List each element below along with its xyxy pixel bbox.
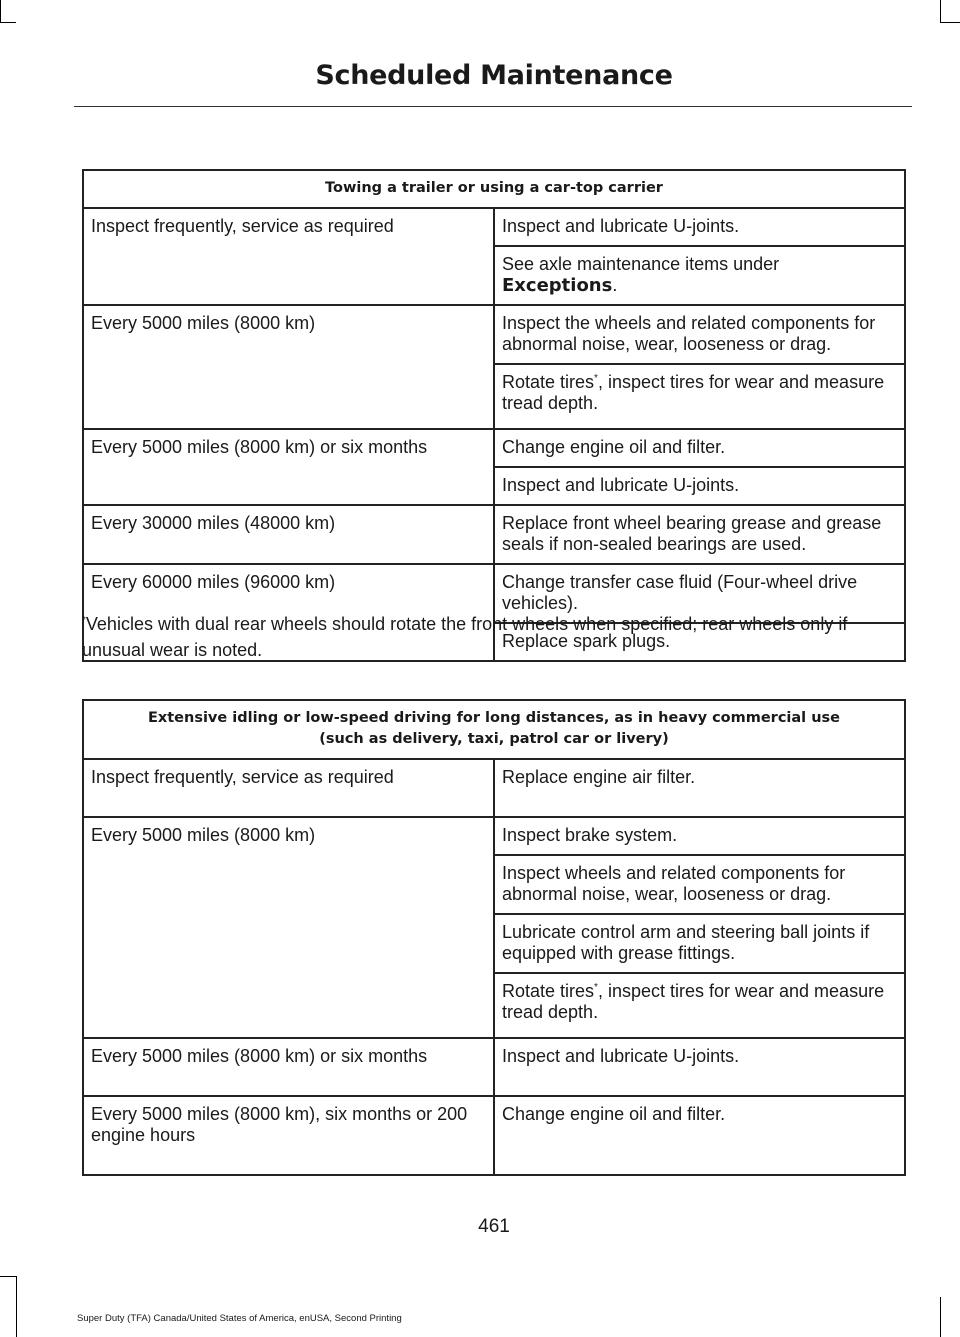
footnote-text: Vehicles with dual rear wheels should rotate the front wheels when specified; rear wheels only if unusual wear is noted. — [82, 614, 848, 660]
service-item: Replace engine air filter. — [494, 759, 905, 817]
service-item: Inspect wheels and related components for abnormal noise, wear, looseness or drag. — [494, 855, 905, 914]
exceptions-reference: Exceptions — [502, 275, 613, 296]
service-item: Change engine oil and filter. — [494, 1096, 905, 1175]
service-item: Inspect brake system. — [494, 817, 905, 855]
service-item: Inspect and lubricate U-joints. — [494, 1038, 905, 1096]
table-row — [83, 817, 905, 855]
service-item-text: See axle maintenance items under — [502, 254, 780, 274]
service-item: Replace spark plugs. — [494, 623, 905, 661]
footnote-marker: * — [594, 373, 598, 384]
interval-cell: Every 30000 miles (48000 km) — [83, 505, 494, 564]
table-heading-line: Extensive idling or low-speed driving for long distances, as in heavy commercial use — [147, 710, 840, 726]
crop-mark — [940, 0, 941, 22]
crop-mark — [940, 22, 960, 23]
interval-cell: Every 60000 miles (96000 km) — [83, 564, 494, 661]
crop-mark — [0, 22, 16, 23]
page-number: 461 — [478, 1216, 510, 1237]
service-item — [494, 364, 905, 429]
title-divider — [74, 106, 912, 107]
page-footer: Super Duty (TFA) Canada/United States of America, enUSA, Second Printing — [77, 1313, 402, 1324]
service-item: Change transfer case fluid (Four-wheel drive vehicles). — [494, 564, 905, 623]
table-row — [83, 1038, 905, 1096]
footnote-marker: * — [82, 615, 86, 626]
service-item-text: , inspect tires for wear and measure tread depth. — [502, 372, 885, 413]
footnote — [82, 611, 912, 663]
service-item: Change engine oil and filter. — [494, 429, 905, 467]
extensive-idling-maintenance-table — [82, 699, 906, 1176]
table-heading-line: (such as delivery, taxi, patrol car or livery) — [319, 731, 669, 747]
service-item — [494, 973, 905, 1038]
crop-mark — [16, 1276, 17, 1337]
service-item-text: Rotate tires — [502, 372, 595, 392]
interval-cell: Every 5000 miles (8000 km), six months or 200 engine hours — [83, 1096, 494, 1175]
interval-cell: Inspect frequently, service as required — [83, 208, 494, 305]
table-heading: Towing a trailer or using a car-top carrier — [83, 170, 905, 208]
table-row — [83, 759, 905, 817]
towing-maintenance-table — [82, 169, 906, 662]
service-item: Lubricate control arm and steering ball joints if equipped with grease fittings. — [494, 914, 905, 973]
service-item-text: Rotate tires — [502, 981, 595, 1001]
interval-cell: Inspect frequently, service as required — [83, 759, 494, 817]
table-row — [83, 208, 905, 246]
table-row — [83, 429, 905, 467]
crop-mark — [940, 1297, 941, 1337]
table-row — [83, 505, 905, 564]
service-item: Inspect and lubricate U-joints. — [494, 467, 905, 505]
table-row — [83, 305, 905, 364]
crop-mark — [0, 0, 1, 22]
interval-cell: Every 5000 miles (8000 km) or six months — [83, 429, 494, 505]
interval-cell: Every 5000 miles (8000 km) — [83, 305, 494, 429]
footnote-marker: * — [594, 982, 598, 993]
service-item: Inspect and lubricate U-joints. — [494, 208, 905, 246]
page-title: Scheduled Maintenance — [315, 60, 673, 91]
service-item: Replace front wheel bearing grease and grease seals if non-sealed bearings are used. — [494, 505, 905, 564]
crop-mark — [0, 1276, 16, 1277]
table-heading — [83, 700, 905, 759]
interval-cell: Every 5000 miles (8000 km) — [83, 817, 494, 1038]
service-item — [494, 246, 905, 305]
service-item: Inspect the wheels and related components for abnormal noise, wear, looseness or drag. — [494, 305, 905, 364]
service-item-text: . — [612, 275, 618, 295]
interval-cell: Every 5000 miles (8000 km) or six months — [83, 1038, 494, 1096]
table-row — [83, 1096, 905, 1175]
service-item-text: , inspect tires for wear and measure tread depth. — [502, 981, 885, 1022]
